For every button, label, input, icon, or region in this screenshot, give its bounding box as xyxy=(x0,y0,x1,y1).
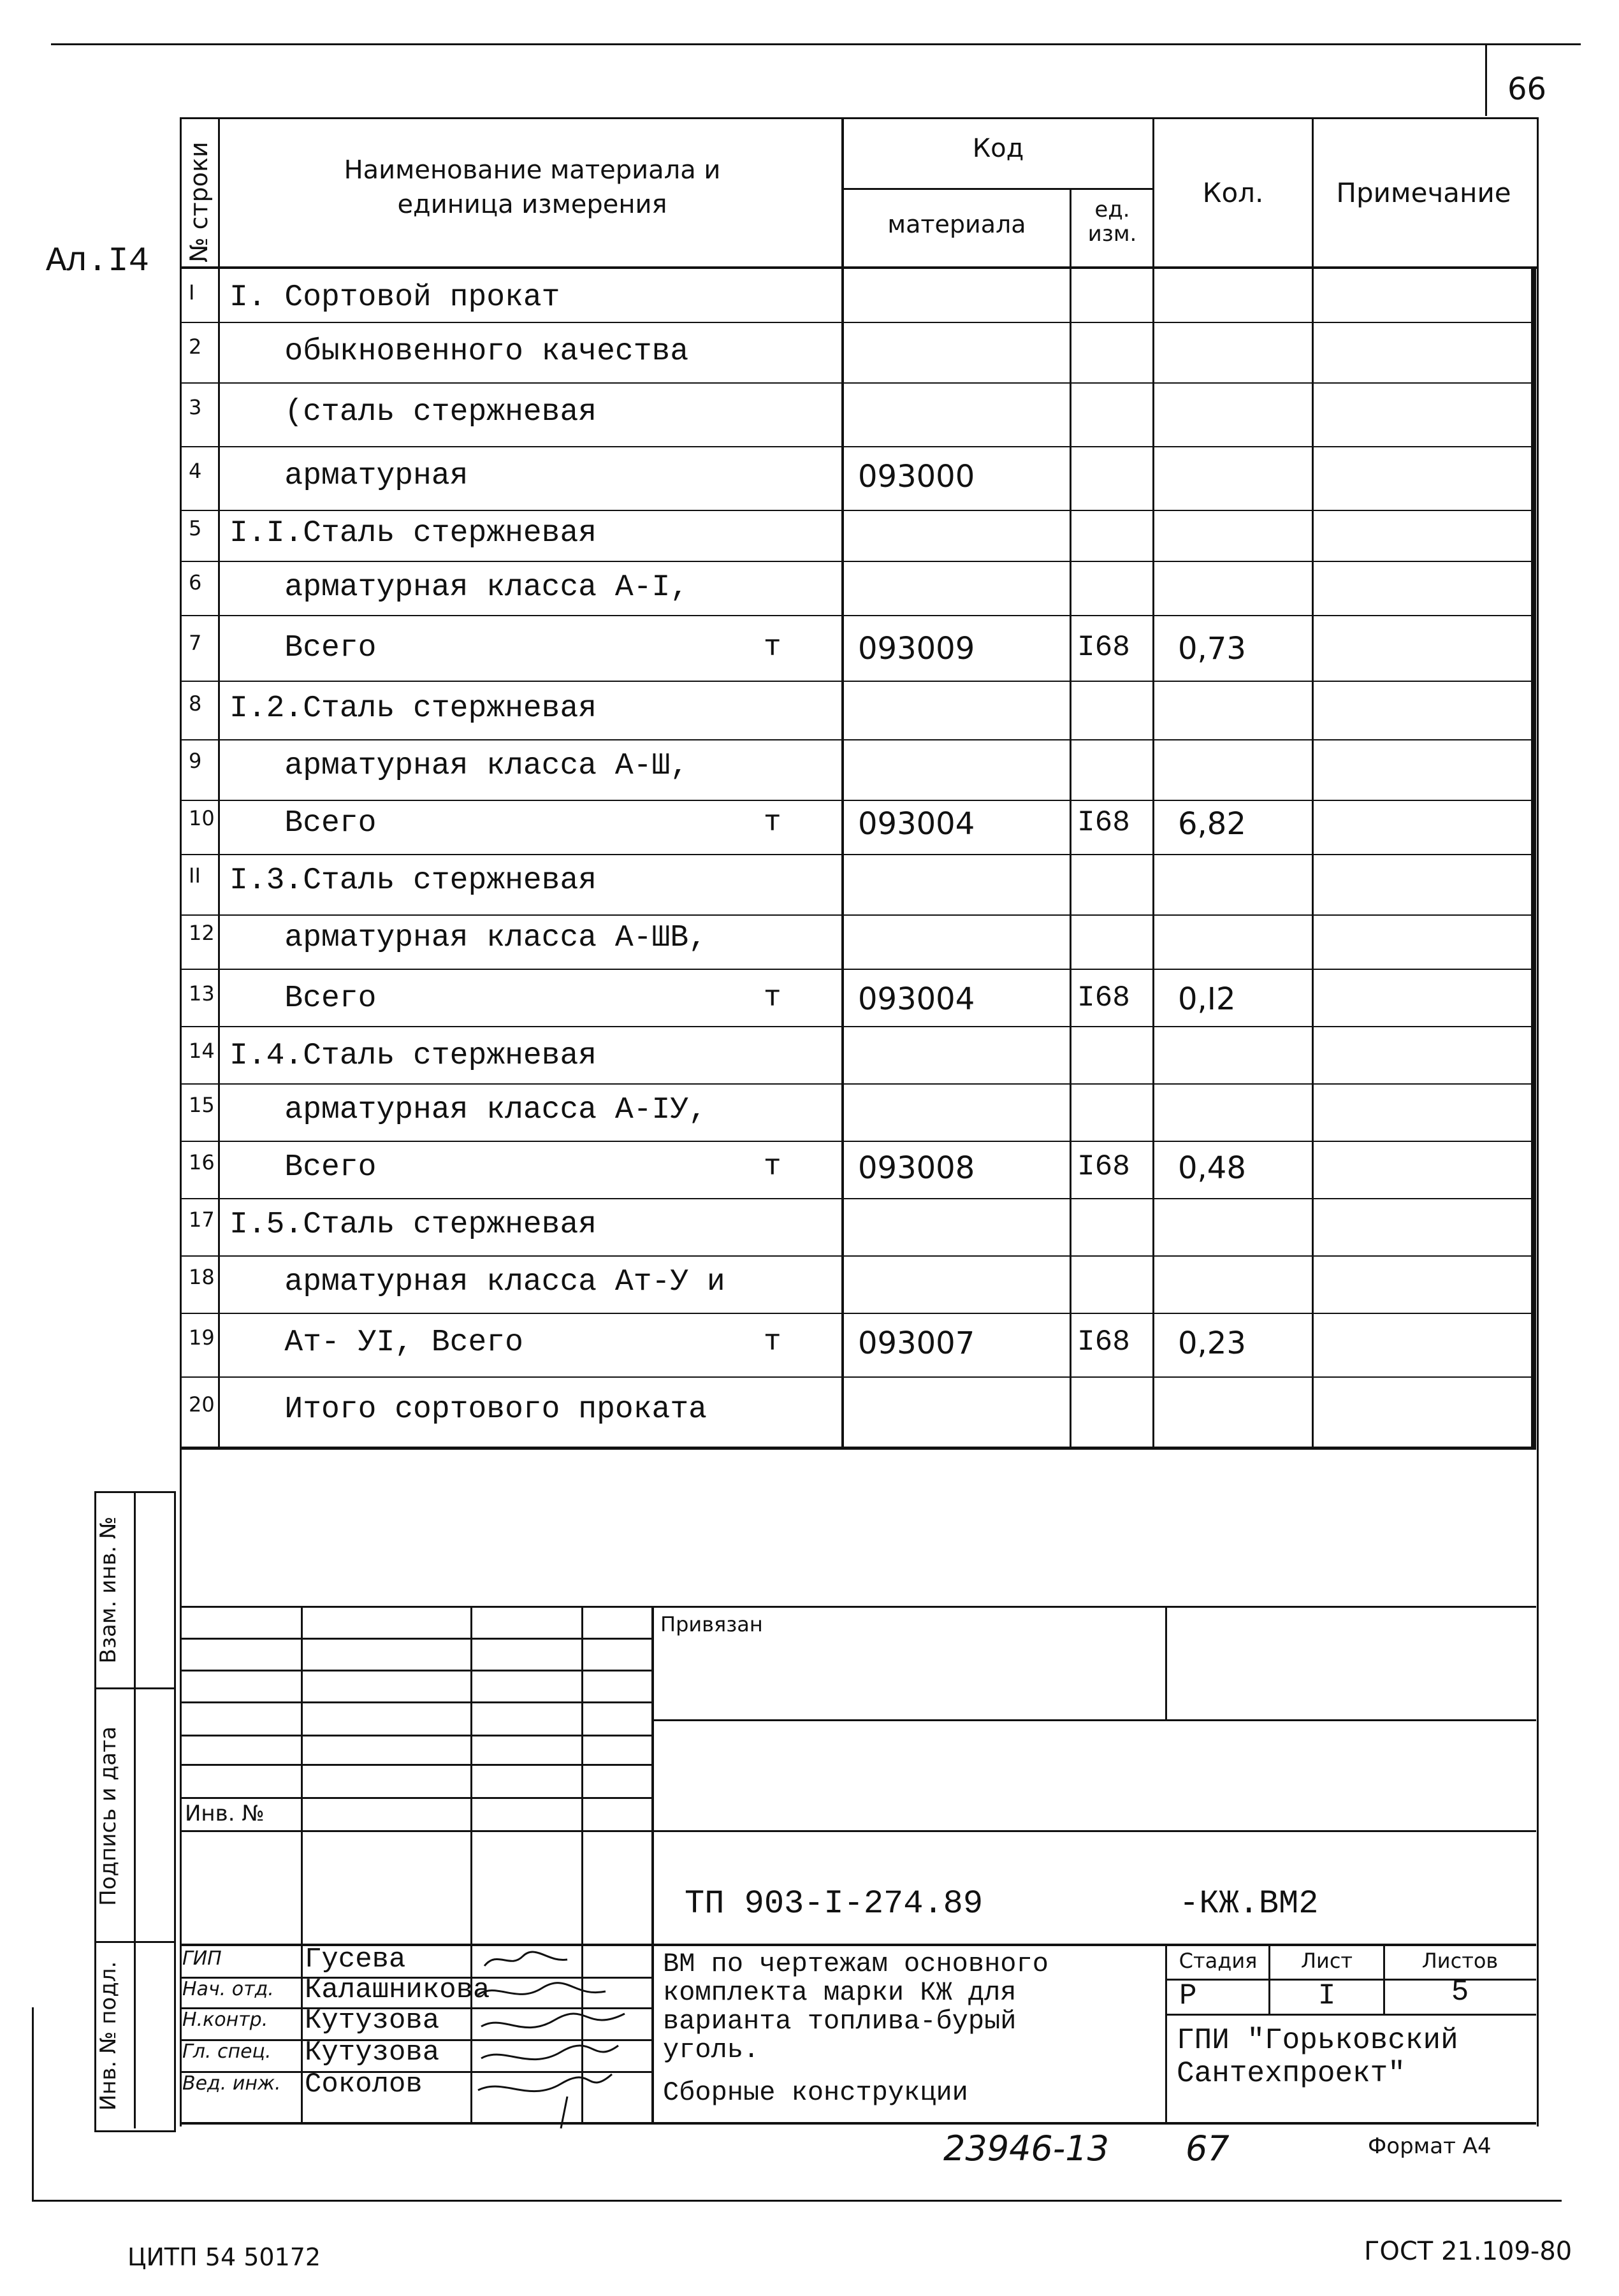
handwritten-page: 67 xyxy=(1186,2128,1230,2169)
row-number: 5 xyxy=(189,516,202,540)
row-name: I.3.Сталь стержневая xyxy=(229,863,597,898)
signatures xyxy=(472,1944,637,2135)
header-unit-line2: изм. xyxy=(1087,221,1137,247)
row-code: 093007 xyxy=(858,1325,975,1361)
stamp-role: Нач. отд. xyxy=(182,1978,274,2000)
org-line-1: ГПИ "Горьковский xyxy=(1177,2024,1458,2057)
stamp-person-name: Кутузова xyxy=(305,2037,440,2069)
row-code: 093008 xyxy=(858,1150,975,1186)
row-divider xyxy=(180,1141,1535,1142)
row-name: арматурная класса А-I, xyxy=(229,570,689,605)
row-number: 17 xyxy=(189,1208,215,1232)
row-divider xyxy=(180,739,1535,740)
row-unit-code: I68 xyxy=(1077,981,1130,1014)
row-unit-code: I68 xyxy=(1077,1325,1130,1359)
row-name: Всего xyxy=(229,981,377,1016)
row-name: арматурная класса Ат-У и xyxy=(229,1265,725,1299)
header-name-line1: Наименование материала и xyxy=(344,155,721,185)
row-number: 20 xyxy=(189,1392,215,1417)
top-rule xyxy=(51,43,1581,45)
row-divider xyxy=(180,1026,1535,1027)
row-number: 18 xyxy=(189,1265,215,1289)
row-qty: 0,I2 xyxy=(1178,981,1236,1017)
page-number: 66 xyxy=(1507,71,1547,107)
row-number: 3 xyxy=(189,395,202,419)
row-number: 7 xyxy=(189,631,202,655)
row-name: обыкновенного качества xyxy=(229,335,689,369)
album-label: Ал.I4 xyxy=(46,242,150,281)
row-number: 19 xyxy=(189,1325,215,1350)
row-unit-code: I68 xyxy=(1077,1150,1130,1183)
row-name: Всего xyxy=(229,1150,377,1185)
row-qty: 0,23 xyxy=(1178,1325,1246,1361)
row-divider xyxy=(180,322,1535,323)
row-name: Ат- УI, Всего xyxy=(229,1325,523,1360)
row-name: I.2.Сталь стержневая xyxy=(229,691,597,726)
row-code: 093009 xyxy=(858,631,975,667)
row-name: I. Сортовой прокат xyxy=(229,280,560,315)
row-number: 15 xyxy=(189,1093,215,1117)
stamp-person-name: Кутузова xyxy=(305,2005,440,2037)
header-unit-line1: ед. xyxy=(1094,197,1130,222)
stamp-person-name: Соколов xyxy=(305,2069,423,2100)
row-number: 8 xyxy=(189,691,202,716)
row-unit: т xyxy=(764,631,781,664)
row-qty: 6,82 xyxy=(1178,806,1246,842)
footer-right: ГОСТ 21.109-80 xyxy=(1364,2237,1572,2266)
row-qty: 0,48 xyxy=(1178,1150,1246,1186)
row-number: 12 xyxy=(189,921,215,945)
title-line-2: комплекта марки КЖ для xyxy=(663,1977,1017,2008)
row-name: арматурная класса А-Ш, xyxy=(229,749,689,783)
row-name: Итого сортового проката xyxy=(229,1392,707,1427)
handwritten-number: 23946-13 xyxy=(943,2128,1109,2169)
title-line-3: варианта топлива-бурый xyxy=(663,2006,1017,2037)
row-name: арматурная класса А-IУ, xyxy=(229,1093,707,1127)
stamp-role: Гл. спец. xyxy=(182,2040,272,2063)
row-unit: т xyxy=(764,1150,781,1183)
row-number: I xyxy=(189,280,195,305)
row-code: 093004 xyxy=(858,806,975,842)
row-code: 093004 xyxy=(858,981,975,1017)
stamp-title xyxy=(663,1950,1049,2107)
row-unit: т xyxy=(764,806,781,839)
format-label: Формат А4 xyxy=(1368,2134,1492,2159)
stamp-doc-mark: -КЖ.ВМ2 xyxy=(1179,1885,1319,1923)
row-divider xyxy=(180,1198,1535,1199)
header-code-material: материала xyxy=(887,210,1026,238)
row-unit: т xyxy=(764,1325,781,1359)
row-name: арматурная класса А-ШВ, xyxy=(229,921,707,955)
footer-left: ЦИТП 54 50172 xyxy=(127,2243,321,2271)
row-name: (сталь стержневая xyxy=(229,395,597,430)
title-line-4: уголь. xyxy=(663,2035,760,2065)
row-unit: т xyxy=(764,981,781,1014)
stamp-organization xyxy=(1177,2024,1458,2090)
stamp-role: ГИП xyxy=(182,1947,222,1970)
row-divider xyxy=(180,446,1535,447)
stamp-doc-code: ТП 903-I-274.89 xyxy=(685,1885,984,1923)
row-number: 6 xyxy=(189,570,202,595)
row-number: 16 xyxy=(189,1150,215,1174)
stamp-sheets-value: 5 xyxy=(1451,1975,1469,2009)
row-divider xyxy=(180,615,1535,616)
row-name: I.I.Сталь стержневая xyxy=(229,516,597,551)
stamp-person-name: Калашникова xyxy=(305,1974,490,2006)
row-code: 093000 xyxy=(858,459,975,495)
side-podpis: Подпись и дата xyxy=(96,1726,121,1906)
row-number: 10 xyxy=(189,806,215,830)
row-divider xyxy=(180,969,1535,970)
row-name: Всего xyxy=(229,806,377,841)
row-divider xyxy=(180,1255,1535,1257)
header-code-unit xyxy=(1072,198,1152,246)
row-divider xyxy=(180,800,1535,801)
row-divider xyxy=(180,1313,1535,1314)
row-divider xyxy=(180,382,1535,384)
row-divider xyxy=(180,854,1535,855)
row-divider xyxy=(180,914,1535,916)
org-line-2: Сантехпроект" xyxy=(1177,2057,1405,2090)
row-number: 2 xyxy=(189,335,202,359)
side-vzam: Взам. инв. № xyxy=(96,1516,121,1664)
title-line-1: ВМ по чертежам основного xyxy=(663,1949,1049,1979)
row-name: Всего xyxy=(229,631,377,665)
header-name-line2: единица измерения xyxy=(397,190,667,219)
stamp-stage-header: Стадия xyxy=(1179,1949,1258,1973)
header-row-number: № строки xyxy=(185,141,213,263)
title-line-5: Сборные конструкции xyxy=(663,2077,968,2108)
stamp-sheet-header: Лист xyxy=(1300,1949,1353,1973)
stamp-role: Вед. инж. xyxy=(182,2072,281,2095)
stamp-sheet-value: I xyxy=(1318,1979,1336,2012)
header-note: Примечание xyxy=(1336,177,1511,208)
stamp-privyazan: Привязан xyxy=(660,1612,763,1636)
row-number: 14 xyxy=(189,1039,215,1063)
row-number: 9 xyxy=(189,749,202,773)
stamp-sheets-header: Листов xyxy=(1421,1949,1499,1973)
row-unit-code: I68 xyxy=(1077,631,1130,664)
row-divider xyxy=(180,510,1535,511)
row-divider xyxy=(180,1376,1535,1378)
row-name: I.5.Сталь стержневая xyxy=(229,1208,597,1242)
page-number-box xyxy=(1485,45,1570,116)
stamp-person-name: Гусева xyxy=(305,1944,406,1975)
side-inv-podl: Инв. № подл. xyxy=(96,1961,121,2111)
header-code: Код xyxy=(972,134,1024,163)
row-name: арматурная xyxy=(229,459,468,493)
row-divider xyxy=(180,1083,1535,1085)
row-divider xyxy=(180,681,1535,682)
stamp-role: Н.контр. xyxy=(182,2009,268,2031)
row-qty: 0,73 xyxy=(1178,631,1246,667)
header-name xyxy=(229,153,835,222)
stamp-inv-no: Инв. № xyxy=(185,1801,265,1826)
header-qty: Кол. xyxy=(1202,177,1264,208)
row-number: II xyxy=(189,863,201,888)
row-number: 13 xyxy=(189,981,215,1006)
row-number: 4 xyxy=(189,459,202,483)
row-divider xyxy=(180,561,1535,562)
row-unit-code: I68 xyxy=(1077,806,1130,839)
stamp-stage-value: Р xyxy=(1179,1979,1197,2012)
row-name: I.4.Сталь стержневая xyxy=(229,1039,597,1073)
